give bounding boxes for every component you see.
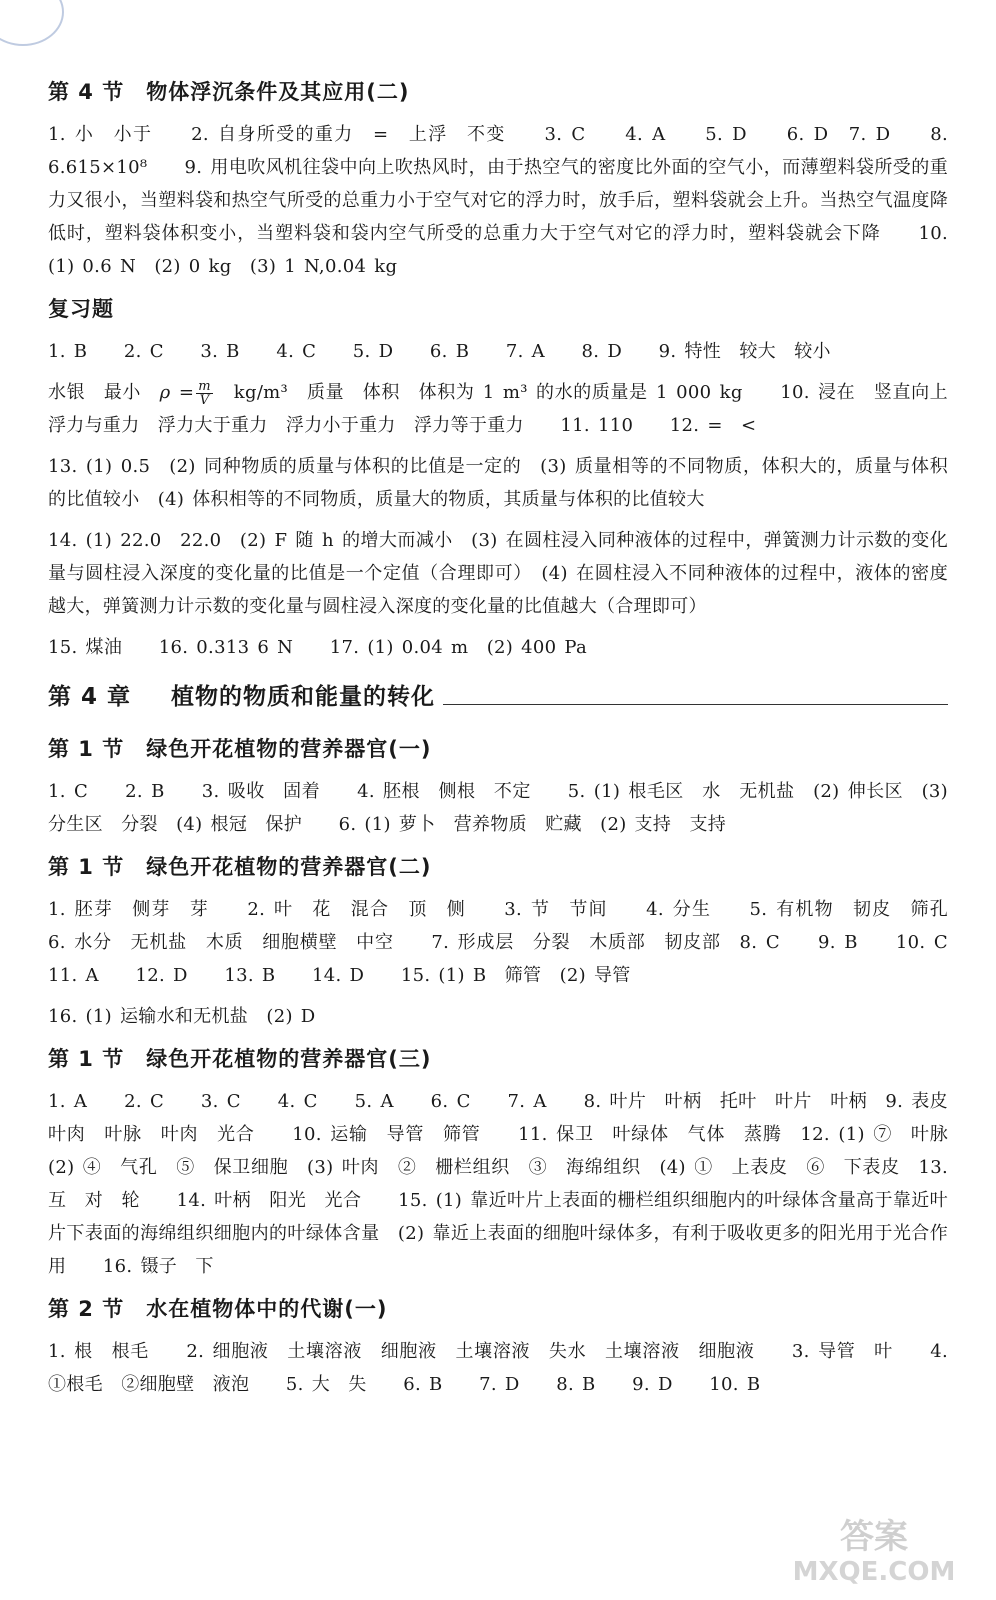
formula-after-text: kg/m³ 质量 体积 体积为 1 m³ 的水的质量是 1 000 kg 10. 浸在 竖直向上 浮力与重力 浮力大于重力 浮力小于重力 浮力等于重力 11. 110 12. = < [48, 382, 967, 436]
answer-paragraph: 13. (1) 0.5 (2) 同种物质的质量与体积的比值是一定的 (3) 质量相等的不同物质，体积大的，质量与体积的比值较小 (4) 体积相等的不同物质，质量大的物质，其质量与体积的比值较大 [48, 456, 948, 510]
answer-paragraph: 1. 根 根毛 2. 细胞液 土壤溶液 细胞液 土壤溶液 失水 土壤溶液 细胞液 3. 导管 叶 4. ①根毛 ②细胞壁 液泡 5. 大 失 6. B 7. D 8. B 9. D 10. B [48, 1341, 948, 1395]
watermark-logo [774, 1508, 974, 1588]
answer-paragraph: 1. 胚芽 侧芽 芽 2. 叶 花 混合 顶 侧 3. 节 节间 4. 分生 5. 有机物 韧皮 筛孔 6. 水分 无机盐 木质 细胞横壁 中空 7. 形成层 分裂 木质部 韧皮部 8. C 9. B 10. C 11. A 12. D 13. B 14. D 15. (1) B 筛管 (2) 导管 [48, 899, 985, 986]
fraction-denominator: V [199, 392, 210, 408]
answer-paragraph: 1. 小 小于 2. 自身所受的重力 = 上浮 不变 3. C 4. A 5. D 6. D 7. D 8. 6.615×10⁸ 9. 用电吹风机往袋中向上吹热风时，由于热空气的密度比外面的空气小，而薄塑料袋所受的重力又很小，当塑料袋和热空气所受的总重力小于空气对它的浮力时，放手后，塑料袋就会上升。当热空气温度降低时，塑料袋体积变小，当塑料袋和袋内空气所受的总重力大于空气对它的浮力时，塑料袋就会下降 10. (1) 0.6 N (2) 0 kg (3) 1 N,0.04 kg [48, 124, 948, 277]
section-heading: 第 1 节 绿色开花植物的营养器官(二) [48, 855, 432, 879]
answer-paragraph: 1. B 2. C 3. B 4. C 5. D 6. B 7. A 8. D 9. 特性 较大 较小 [48, 341, 831, 362]
answer-paragraph: 1. C 2. B 3. 吸收 固着 4. 胚根 侧根 不定 5. (1) 根毛区 水 无机盐 (2) 伸长区 (3) 分生区 分裂 (4) 根冠 保护 6. (1) 萝卜 营养物质 贮藏 (2) 支持 支持 [48, 781, 948, 835]
answer-paragraph-formula [48, 376, 967, 442]
chapter-number: 第 4 章 [48, 684, 132, 710]
section-heading: 第 1 节 绿色开花植物的营养器官(三) [48, 1047, 432, 1071]
formula-before-text: 水银 最小 [48, 382, 160, 403]
fraction-numerator: m [198, 378, 211, 394]
corner-stamp-mark [0, 0, 64, 46]
answer-paragraph: 14. (1) 22.0 22.0 (2) F 随 h 的增大而减小 (3) 在圆柱浸入同种液体的过程中，弹簧测力计示数的变化量与圆柱浸入深度的变化量的比值是一个定值（合理即可） (4) 在圆柱浸入不同种液体的过程中，液体的密度越大，弹簧测力计示数的变化量与圆柱浸入深度的变化量的比值越大（合理即可） [48, 530, 948, 617]
density-fraction [196, 380, 213, 407]
chapter-rule [443, 704, 948, 705]
answer-paragraph: 15. 煤油 16. 0.313 6 N 17. (1) 0.04 m (2) 400 Pa [48, 637, 588, 658]
section-heading: 第 1 节 绿色开花植物的营养器官(一) [48, 737, 432, 761]
watermark-text: MXQE.COM [792, 1557, 956, 1587]
section-heading-review: 复习题 [48, 297, 114, 321]
answer-paragraph: 1. A 2. C 3. C 4. C 5. A 6. C 7. A 8. 叶片 叶柄 托叶 叶片 叶柄 9. 表皮 叶肉 叶脉 叶肉 光合 10. 运输 导管 筛管 11. 保卫 叶绿体 气体 蒸腾 12. (1) ⑦ 叶脉 (2) ④ 气孔 ⑤ 保卫细胞 (3) 叶肉 ② 栅栏组织 ③ 海绵组织 (4) ① 上表皮 ⑥ 下表皮 13. 互 对 轮 14. 叶柄 阳光 光合 15. (1) 靠近叶片上表面的栅栏组织细胞内的叶绿体含量高于靠近叶片下表面的海绵组织细胞内的叶绿体含量 (2) 靠近上表面的细胞叶绿体多，有利于吸收更多的阳光用于光合作用 16. 镊子 下 [48, 1091, 967, 1277]
section-heading: 第 2 节 水在植物体中的代谢(一) [48, 1297, 388, 1321]
chapter-title: 植物的物质和能量的转化 [171, 684, 436, 710]
density-symbol: ρ = [159, 382, 195, 403]
content-column [48, 66, 985, 1409]
svg-text:答案: 答案 [840, 1517, 908, 1557]
chapter-heading [48, 678, 948, 711]
answer-paragraph: 16. (1) 运输水和无机盐 (2) D [48, 1006, 316, 1027]
section-heading: 第 4 节 物体浮沉条件及其应用(二) [48, 80, 410, 104]
